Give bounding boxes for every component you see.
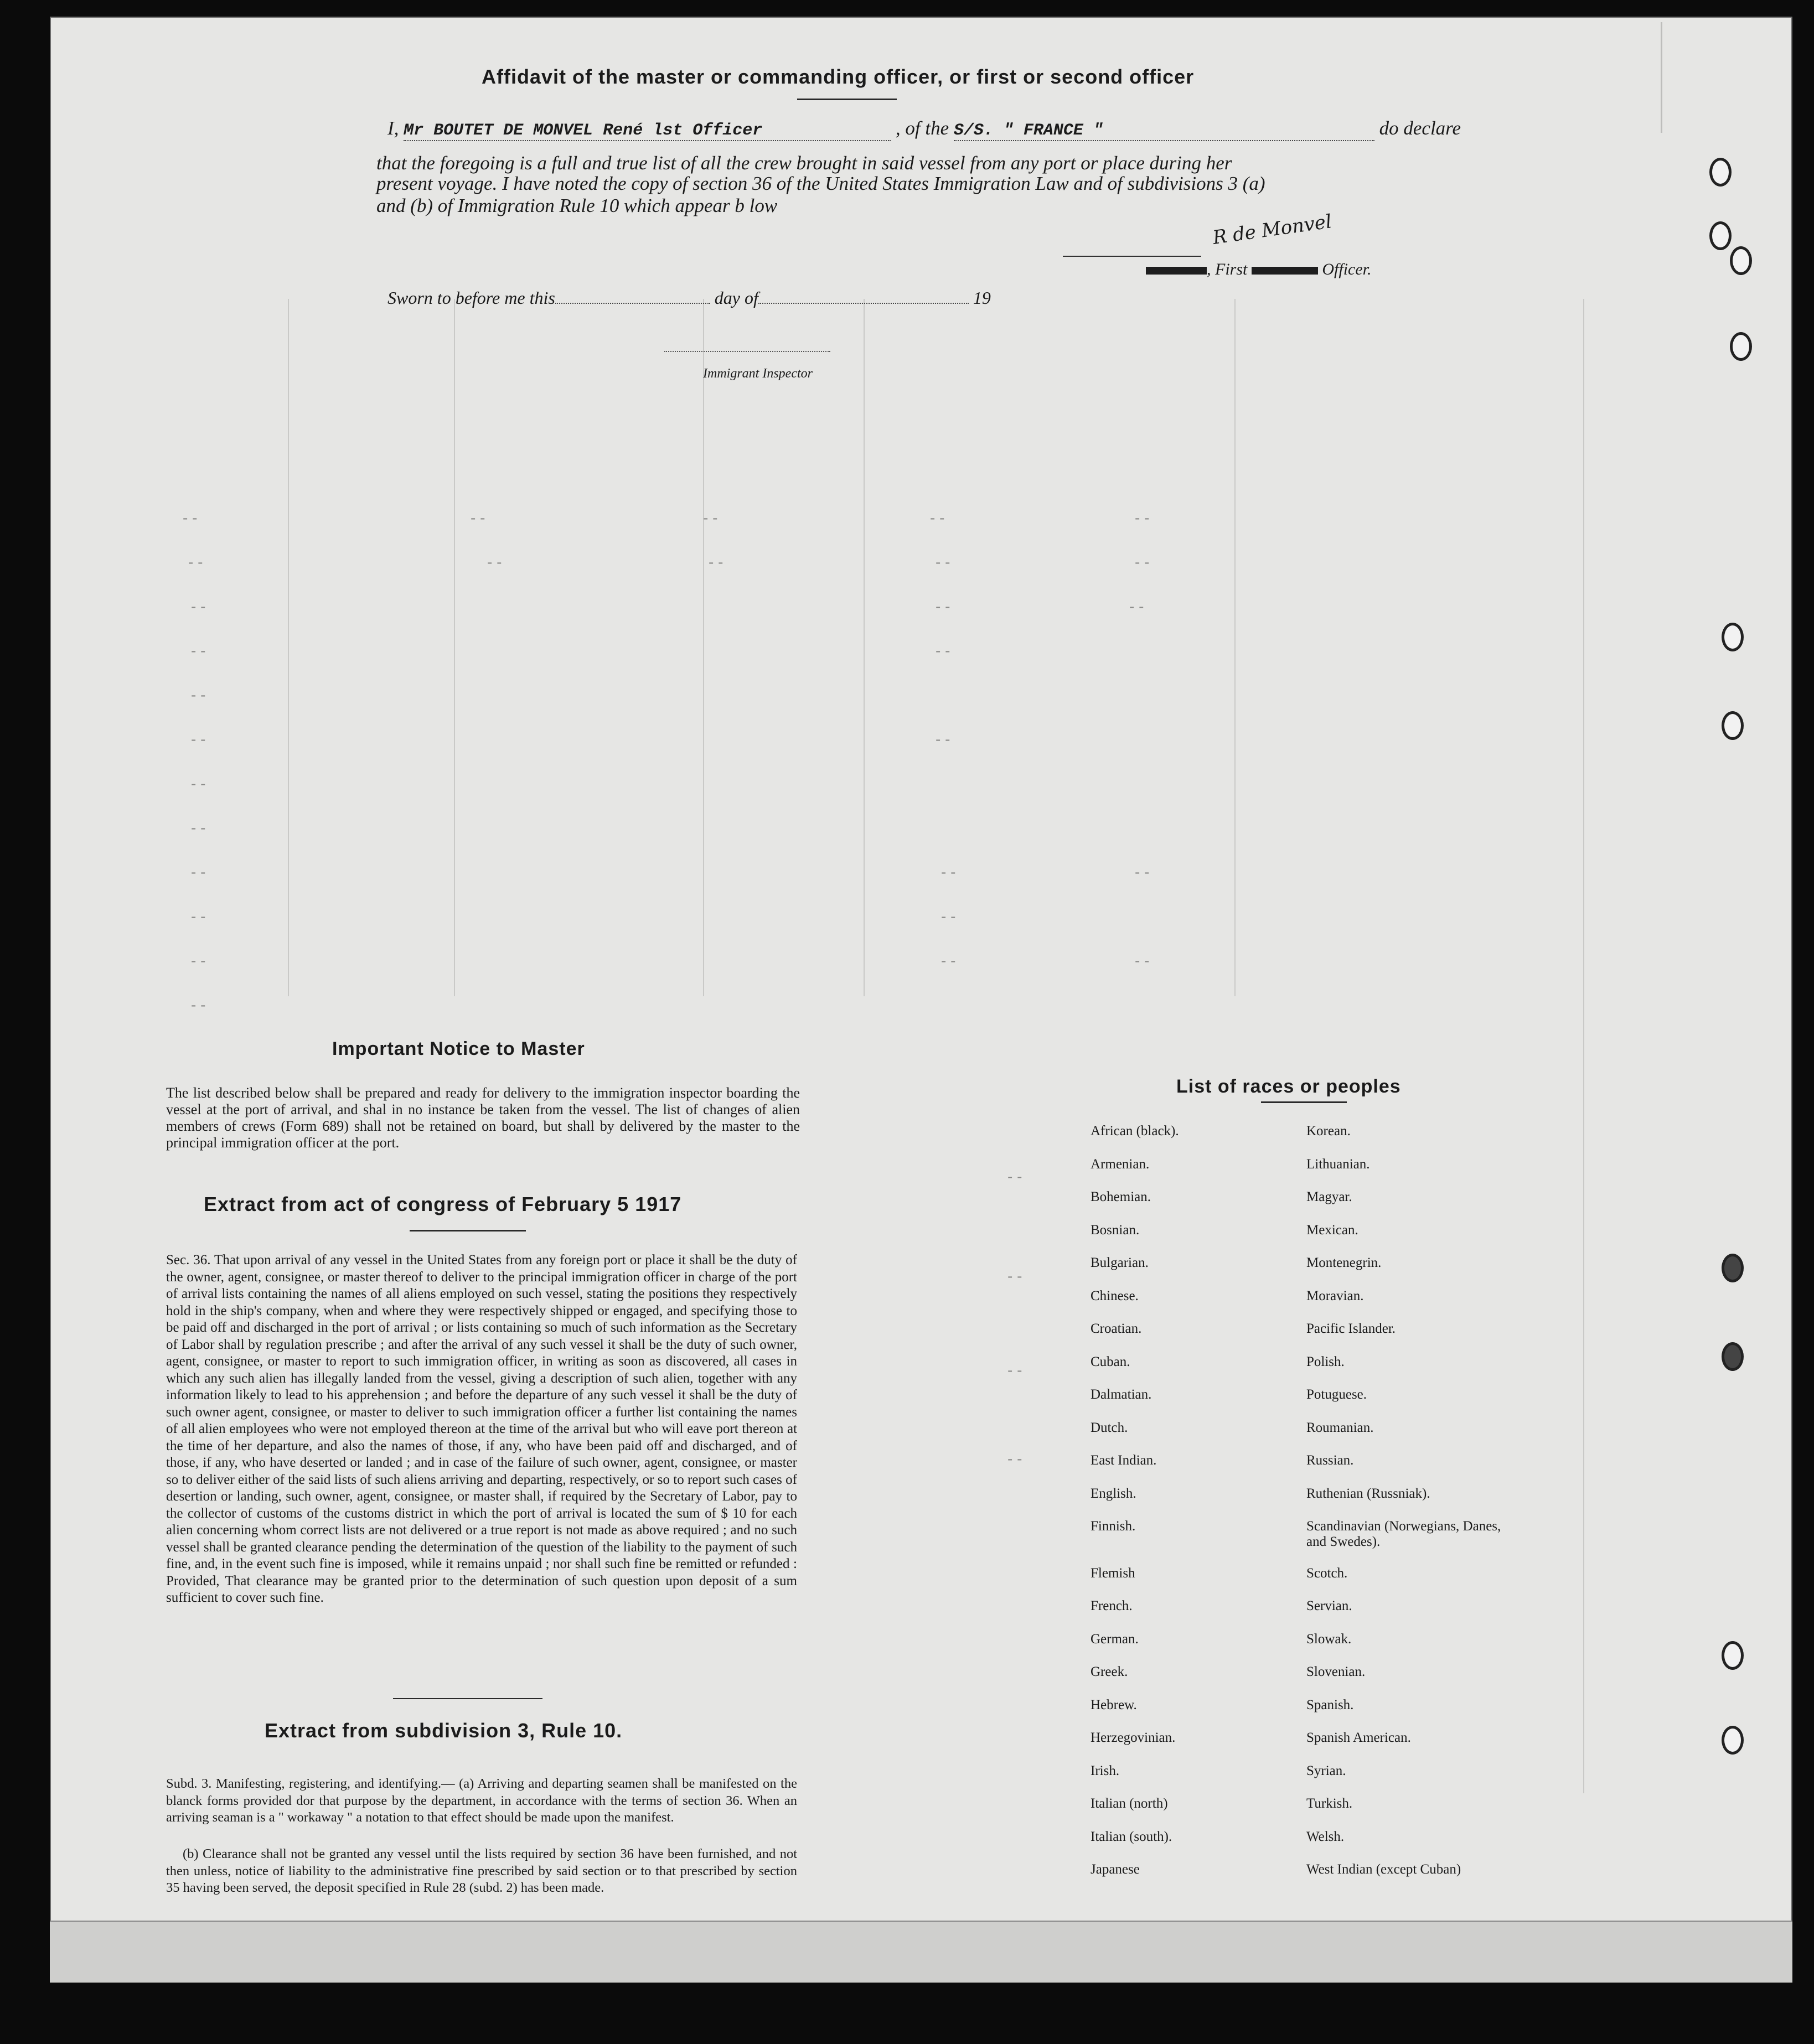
race-right-item-3: Magyar. [1306,1189,1352,1204]
show-through-mark: - - [1007,1267,1022,1285]
race-right-item-13: Scandinavian (Norwegians, Danes, and Swedes). [1306,1519,1501,1549]
title-underline [797,99,897,100]
struck-out-word [1146,267,1207,275]
show-through-mark: - - [487,553,502,571]
show-through-mark: - - [191,819,206,836]
race-left-item-12: English. [1091,1486,1136,1501]
race-left-item-6: Chinese. [1091,1288,1139,1303]
race-right-item-11: Russian. [1306,1453,1354,1468]
rule-extract-title: Extract from subdivision 3, Rule 10. [265,1719,623,1742]
race-right-item-21: Turkish. [1306,1796,1353,1811]
race-right-item-22: Welsh. [1306,1829,1345,1844]
races-title: List of races or peoples [1176,1076,1401,1097]
race-right-item-7: Pacific Islander. [1306,1321,1396,1336]
sworn-line [387,288,991,308]
show-through-mark: - - [191,996,206,1013]
race-left-item-22: Italian (south). [1091,1829,1172,1844]
race-right-item-20: Syrian. [1306,1763,1346,1778]
race-right-item-16: Slowak. [1306,1631,1352,1647]
show-through-line [1583,299,1584,1793]
race-left-item-8: Cuban. [1091,1354,1130,1369]
punch-hole [1722,1254,1744,1282]
race-left-item-19: Herzegovinian. [1091,1730,1176,1745]
show-through-mark: - - [936,553,950,571]
show-through-mark: - - [188,553,203,571]
race-left-item-13: Finnish. [1091,1519,1136,1534]
show-through-mark: - - [1007,1168,1022,1185]
show-through-line [703,299,704,996]
of-the-label: , of the [895,117,949,139]
show-through-mark: - - [709,553,723,571]
race-left-item-3: Bohemian. [1091,1189,1151,1204]
races-title-underline [1261,1101,1347,1103]
show-through-mark: - - [930,509,945,526]
race-left-item-4: Bosnian. [1091,1222,1140,1238]
punch-hole [1722,1342,1744,1371]
show-through-mark: - - [191,731,206,748]
show-through-mark: - - [1007,1362,1022,1379]
race-right-item-8: Polish. [1306,1354,1345,1369]
race-left-item-2: Armenian. [1091,1156,1150,1172]
race-right-item-15: Servian. [1306,1598,1352,1613]
punch-hole [1722,1726,1744,1755]
race-right-item-19: Spanish American. [1306,1730,1411,1745]
race-left-item-23: Japanese [1091,1862,1140,1877]
page-bottom-edge [50,1921,1792,1983]
punch-hole [1709,158,1732,187]
inspector-caption: Immigrant Inspector [703,366,813,381]
race-right-item-23: West Indian (except Cuban) [1306,1862,1461,1877]
race-right-item-6: Moravian. [1306,1288,1364,1303]
show-through-mark: - - [1007,1450,1022,1467]
race-left-item-11: East Indian. [1091,1453,1157,1468]
act-title-underline [410,1230,526,1231]
race-right-item-2: Lithuanian. [1306,1156,1370,1172]
race-left-item-17: Greek. [1091,1664,1128,1679]
do-declare-label: do declare [1379,117,1461,139]
officer-signature: R de Monvel [1211,210,1334,249]
race-right-item-10: Roumanian. [1306,1420,1374,1435]
sworn-day-field [555,303,710,304]
punch-hole [1722,623,1744,651]
race-left-item-16: German. [1091,1631,1139,1647]
race-left-item-9: Dalmatian. [1091,1387,1152,1402]
show-through-mark: - - [191,775,206,792]
race-left-item-14: Flemish [1091,1565,1135,1581]
race-right-item-4: Mexican. [1306,1222,1358,1238]
race-left-item-5: Bulgarian. [1091,1255,1149,1270]
rule-extract-para-a: Subd. 3. Manifesting, registering, and identifying.— (a) Arriving and departing seamen shall be manifested on the blanck forms provided dor that purpose by the department, in accordance with the terms of section 36. When an arriving seaman is a " workaway " a notation to that effect should be made upon the manifest. [166,1776,797,1825]
show-through-line [454,299,455,996]
act-extract-text: Sec. 36. That upon arrival of any vessel in the United States from any foreign port or place it shall be the duty of the owner, agent, consignee, or master thereof to deliver to the principal immigration officer in charge of the port of arrival lists containing the names of all aliens employed on such vessel, stating the positions they respectively hold in the ship's company, when and where they were respectively shipped or engaged, and specifying those to be paid off and discharged in the port of arrival ; or lists containing so much of such information as the Secretary of Labor shall by regulation prescribe ; and after the arrival of any such vessel it shall be the duty of such owner, agent, consignee, or master to report to such immigration officer, in writing as soon as discovered, all cases in which any such alien has illegally landed from the vessel, giving a description of such alien, together with any information likely to lead to his apprehension ; and before the departure of any such vessel it shall be the duty of such owner agent, consignee, or master to deliver to such immigration officer a further list containing the names of all alien employees who were not employed thereon at the time of the arrival but who will eave port thereon at the time of her departure, and also the names of those, if any, who have been paid off and discharged, and of those, if any, who have deserted or landed ; and in case of the failure of such owner, agent, consignee, or master so to deliver either of the said lists of such aliens arriving and departing, respectively, or so to report such cases of desertion or landing, such owner, agent, consignee, or master shall, if required by the Secretary of Labor, pay to the collector of customs of the customs district in which the port of arrival is located the sum of $ 10 for each alien concerning whom correct lists are not delivered or a true report is not made as above required ; and no such vessel shall be granted clearance pending the determination of the question of the liability to the payment of such fine, and, in the event such fine is imposed, while it remains unpaid ; nor shall such fine be remitted or refunded : Provided, That clearance may be granted prior to the determination of such question upon deposit of a sum sufficient to cover such fine. [166,1253,797,1605]
race-right-item-12: Ruthenian (Russniak). [1306,1486,1430,1501]
race-right-item-18: Spanish. [1306,1697,1354,1712]
show-through-mark: - - [1135,553,1150,571]
race-left-item-10: Dutch. [1091,1420,1128,1435]
punch-hole [1730,246,1752,275]
show-through-mark: - - [1135,952,1150,969]
show-through-line [864,299,865,996]
show-through-mark: - - [703,509,718,526]
race-left-item-18: Hebrew. [1091,1697,1137,1712]
show-through-mark: - - [191,598,206,615]
show-through-mark: - - [191,686,206,703]
race-left-item-7: Croatian. [1091,1321,1142,1336]
rule-extract-para-b: (b) Clearance shall not be granted any vessel until the lists required by section 36 have been furnished, and not then unless, notice of liability to the administrative fine prescribed by said section or to that prescribed by section 35 having been served, the deposit specified in Rule 28 (subd. 2) has been made. [166,1846,797,1895]
show-through-mark: - - [471,509,485,526]
sworn-prefix: Sworn to before me this [387,288,555,308]
affidavit-title: Affidavit of the master or commanding officer, or first or second officer [482,65,1195,88]
race-right-item-5: Montenegrin. [1306,1255,1382,1270]
show-through-frame [1661,22,1773,133]
race-right-item-17: Slovenian. [1306,1664,1366,1679]
first-label: , First [1207,260,1248,278]
affidavit-line-4: and (b) of Immigration Rule 10 which appear b low [376,195,778,216]
show-through-mark: - - [1129,598,1144,615]
officer-name-typed: Mr BOUTET DE MONVEL René lst Officer [404,121,763,140]
race-left-item-21: Italian (north) [1091,1796,1168,1811]
show-through-mark: - - [191,952,206,969]
struck-out-word [1252,267,1318,275]
notice-title: Important Notice to Master [332,1038,585,1059]
show-through-mark: - - [936,642,950,659]
show-through-line [1234,299,1236,996]
signature-line [1063,256,1201,257]
inspector-signature-line [664,350,830,352]
race-right-item-1: Korean. [1306,1124,1351,1139]
show-through-line [288,299,289,996]
notice-text: The list described below shall be prepared and ready for delivery to the immigration inspector boarding the vessel at the port of arrival, and shal in no instance be taken from the vessel. The list of changes of alien members of crews (Form 689) shall not be retained on board, but shall by delivered by the master to the principal immigration officer at the port. [166,1085,800,1151]
sworn-day-label: day of [714,288,758,308]
show-through-mark: - - [1135,863,1150,881]
show-through-mark: - - [941,908,956,925]
show-through-mark: - - [191,863,206,881]
affidavit-line-2: that the foregoing is a full and true list of all the crew brought in said vessel from any port or place during her [376,152,1232,174]
show-through-mark: - - [191,908,206,925]
affidavit-declaration-line [387,117,1461,141]
show-through-mark: - - [941,863,956,881]
signature-caption [1146,260,1372,279]
sworn-year-label: 19 [973,288,991,308]
punch-hole [1709,221,1732,250]
show-through-mark: - - [191,642,206,659]
name-prefix: I, [387,117,399,139]
vessel-name-typed: S/S. " FRANCE " [953,121,1103,140]
show-through-mark: - - [936,598,950,615]
act-extract-title: Extract from act of congress of February 5 1917 [204,1193,682,1215]
show-through-mark: - - [941,952,956,969]
punch-hole [1730,332,1752,361]
officer-label: Officer. [1322,260,1372,278]
punch-hole [1722,711,1744,740]
punch-hole [1722,1641,1744,1670]
vessel-name-field [954,117,1374,141]
race-left-item-15: French. [1091,1598,1133,1613]
race-right-item-9: Potuguese. [1306,1387,1367,1402]
show-through-mark: - - [1135,509,1150,526]
affidavit-line-3: present voyage. I have noted the copy of section 36 of the United States Immigration Law and of subdivisions 3 (a) [376,173,1265,194]
race-left-item-20: Irish. [1091,1763,1120,1778]
act-end-rule [393,1698,542,1699]
race-right-item-14: Scotch. [1306,1565,1348,1581]
show-through-mark: - - [936,731,950,748]
show-through-mark: - - [183,509,198,526]
sworn-month-field [758,303,969,304]
officer-name-field [404,117,891,141]
race-left-item-1: African (black). [1091,1124,1179,1139]
